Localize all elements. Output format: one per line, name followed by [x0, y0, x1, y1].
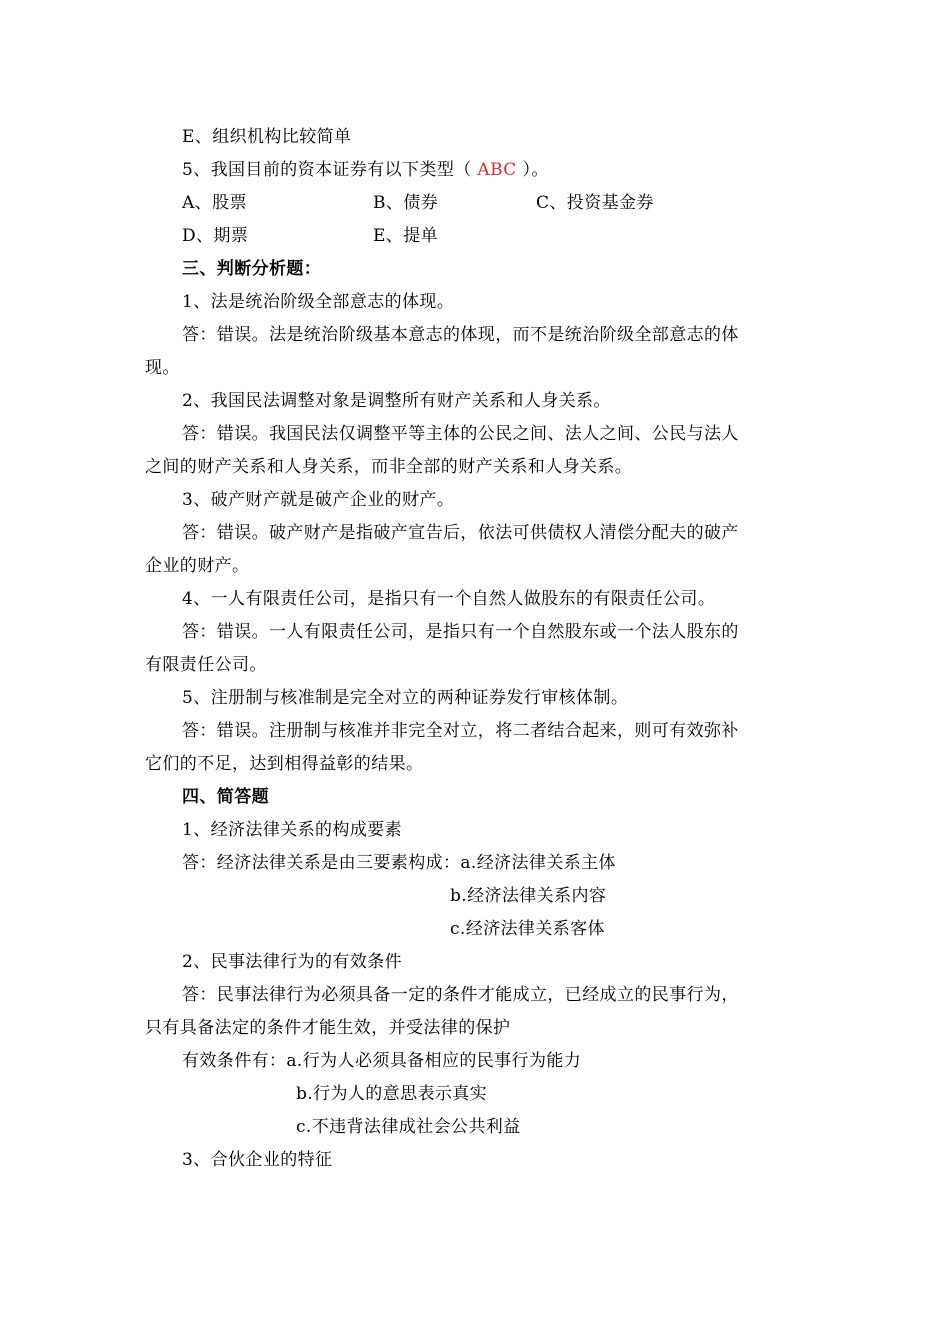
judgment-answer-1: 答：错误。法是统治阶级基本意志的体现，而不是统治阶级全部意志的体: [182, 325, 739, 345]
judgment-question-3: 3、破产财产就是破产企业的财产。: [182, 490, 455, 510]
section-heading-judgment: 三、判断分析题：: [182, 259, 322, 279]
option-a-stocks: A、股票: [182, 193, 247, 213]
question-5-text: 5、我国目前的资本证券有以下类型（: [182, 160, 478, 180]
judgment-answer-2: 答：错误。我国民法仅调整平等主体的公民之间、法人之间、公民与法人: [182, 424, 739, 444]
question-5-answer: ABC: [477, 160, 517, 180]
short-answer-2-conditions: 有效条件有：a.行为人必须具备相应的民事行为能力: [182, 1051, 582, 1071]
judgment-answer-4-cont: 有限责任公司。: [145, 655, 267, 675]
short-answer-1-item-c: c.经济法律关系客体: [450, 919, 605, 939]
option-e-organization: E、组织机构比较简单: [182, 127, 352, 147]
judgment-answer-5-cont: 它们的不足，达到相得益彰的结果。: [145, 754, 424, 774]
judgment-answer-1-cont: 现。: [145, 358, 180, 378]
section-heading-short-answer: 四、简答题: [182, 787, 269, 807]
option-e-bills-of-lading: E、提单: [373, 226, 439, 246]
short-answer-1: 答：经济法律关系是由三要素构成：a.经济法律关系主体: [182, 853, 616, 873]
judgment-question-2: 2、我国民法调整对象是调整所有财产关系和人身关系。: [182, 391, 611, 411]
question-5-text-end: ）。: [516, 160, 549, 180]
option-b-bonds: B、债券: [373, 193, 439, 213]
judgment-question-5: 5、注册制与核准制是完全对立的两种证券发行审核体制。: [182, 688, 629, 708]
short-answer-2-item-c: c.不违背法律成社会公共利益: [296, 1117, 521, 1137]
short-question-3: 3、合伙企业的特征: [182, 1150, 333, 1170]
short-question-2: 2、民事法律行为的有效条件: [182, 952, 403, 972]
judgment-answer-4: 答：错误。一人有限责任公司，是指只有一个自然股东或一个法人股东的: [182, 622, 739, 642]
question-5-capital-securities: [182, 154, 549, 187]
short-answer-2: 答：民事法律行为必须具备一定的条件才能成立，已经成立的民事行为，: [182, 985, 739, 1005]
judgment-answer-3: 答：错误。破产财产是指破产宣告后，依法可供债权人清偿分配夫的破产: [182, 523, 739, 543]
short-answer-2-cont: 只有具备法定的条件才能生效，并受法律的保护: [145, 1018, 511, 1038]
judgment-answer-3-cont: 企业的财产。: [145, 556, 250, 576]
short-question-1: 1、经济法律关系的构成要素: [182, 820, 403, 840]
option-d-promissory-notes: D、期票: [182, 226, 249, 246]
judgment-question-1: 1、法是统治阶级全部意志的体现。: [182, 292, 455, 312]
judgment-answer-5: 答：错误。注册制与核准并非完全对立，将二者结合起来，则可有效弥补: [182, 721, 739, 741]
short-answer-1-item-b: b.经济法律关系内容: [450, 886, 607, 906]
judgment-question-4: 4、一人有限责任公司，是指只有一个自然人做股东的有限责任公司。: [182, 589, 716, 609]
judgment-answer-2-cont: 之间的财产关系和人身关系，而非全部的财产关系和人身关系。: [145, 457, 633, 477]
short-answer-2-item-b: b.行为人的意思表示真实: [296, 1084, 488, 1104]
option-c-fund-certificates: C、投资基金券: [536, 193, 654, 213]
